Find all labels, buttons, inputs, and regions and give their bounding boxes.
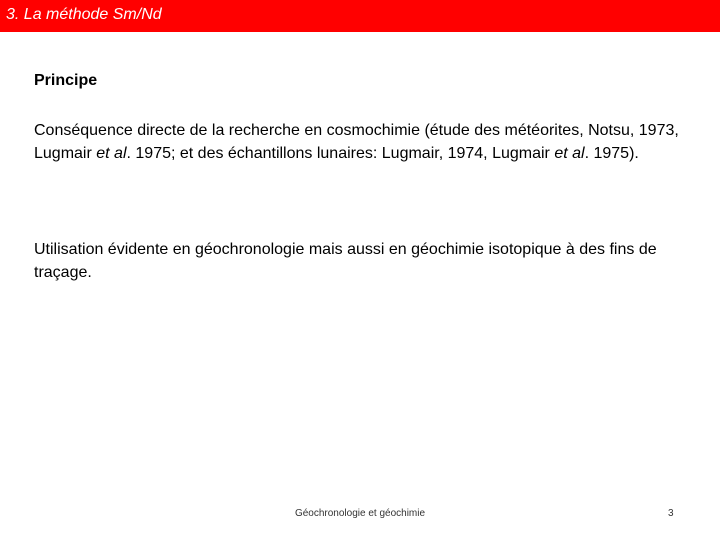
page-number: 3 xyxy=(668,508,674,519)
title-bar xyxy=(0,0,720,32)
paragraph-1 xyxy=(34,119,684,165)
paragraph-1-part-5: . 1975). xyxy=(584,145,639,162)
section-heading: Principe xyxy=(34,72,98,89)
paragraph-1-part-4: et al xyxy=(554,145,585,162)
slide-title: 3. La méthode Sm/Nd xyxy=(6,6,162,23)
paragraph-1-part-1: Conséquence directe de la recherche en cosmochimie (étude des météorites, Notsu, 1973, Lugmair xyxy=(34,122,679,162)
paragraph-1-part-3: . 1975; et des échantillons lunaires: Lugmair, 1974, Lugmair xyxy=(126,145,555,162)
paragraph-1-part-2: et al xyxy=(96,145,127,162)
footer xyxy=(0,508,720,519)
footer-text: Géochronologie et géochimie xyxy=(294,508,426,519)
paragraph-2: Utilisation évidente en géochronologie mais aussi en géochimie isotopique à des fins de traçage. xyxy=(34,241,657,281)
